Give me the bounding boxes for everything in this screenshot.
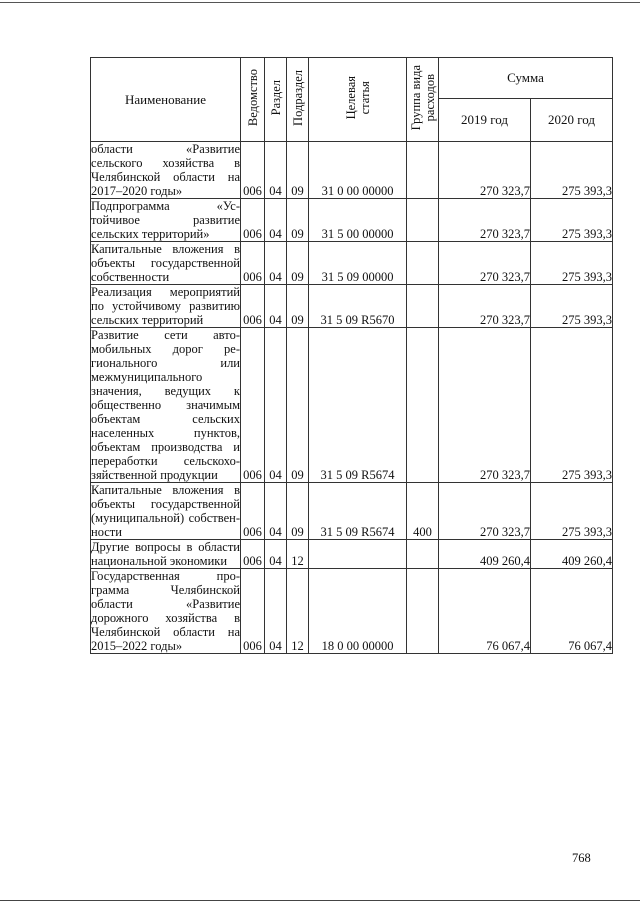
row-name: Капитальные вложения в объекты государственной собственности (91, 242, 240, 284)
row-subsection: 09 (287, 199, 309, 242)
row-subsection: 09 (287, 483, 309, 540)
row-name: области «Развитие сельского хозяйства в Челябинской области на 2017–2020 годы» (91, 142, 240, 198)
row-department: 006 (241, 540, 265, 569)
row-sum-2020: 409 260,4 (531, 540, 613, 569)
header-year-2019: 2019 год (439, 99, 531, 142)
row-sum-2019: 409 260,4 (439, 540, 531, 569)
row-sum-2020: 275 393,3 (531, 483, 613, 540)
row-sum-2020: 275 393,3 (531, 285, 613, 328)
row-sum-2019: 270 323,7 (439, 483, 531, 540)
header-sum: Сумма (439, 58, 613, 99)
page-number: 768 (572, 851, 591, 865)
row-target-article: 18 0 00 00000 (309, 569, 407, 654)
row-target-article (309, 540, 407, 569)
row-section: 04 (265, 328, 287, 483)
page-bottom-edge (0, 900, 640, 901)
row-sum-2020: 275 393,3 (531, 199, 613, 242)
row-section: 04 (265, 285, 287, 328)
row-department: 006 (241, 285, 265, 328)
row-subsection: 09 (287, 242, 309, 285)
row-expense-group (407, 285, 439, 328)
row-expense-group (407, 328, 439, 483)
table-row (91, 242, 613, 285)
table-row (91, 540, 613, 569)
row-subsection: 12 (287, 540, 309, 569)
row-sum-2019: 270 323,7 (439, 242, 531, 285)
table-row (91, 328, 613, 483)
budget-table (90, 57, 613, 654)
row-name: Развитие сети автомобильных дорог регионального или межмуниципального значения, ведущих к общественно значимым объектам сельских населенных пунктов, объектам производства и переработки сельскохозяйственной продукции (91, 328, 240, 482)
row-name: Подпрограмма «Устойчивое развитие сельских территорий» (91, 199, 240, 241)
row-name: Государственная программа Челябинской области «Развитие дорожного хозяйства в Челябинской области на 2015–2022 годы» (91, 569, 240, 653)
header-target-article: Целевая статья (309, 58, 407, 142)
row-sum-2019: 270 323,7 (439, 328, 531, 483)
row-subsection: 12 (287, 569, 309, 654)
row-section: 04 (265, 540, 287, 569)
row-expense-group (407, 199, 439, 242)
row-expense-group (407, 540, 439, 569)
header-name: Наименование (91, 58, 241, 142)
row-name: Реализация мероприятий по устойчивому развитию сельских территорий (91, 285, 240, 327)
row-sum-2020: 275 393,3 (531, 242, 613, 285)
header-expense-group: Группа вида расходов (407, 58, 439, 142)
header-subsection: Подраздел (287, 58, 309, 142)
row-subsection: 09 (287, 285, 309, 328)
row-sum-2020: 76 067,4 (531, 569, 613, 654)
row-target-article: 31 5 09 00000 (309, 242, 407, 285)
row-name: Другие вопросы в области национальной экономики (91, 540, 240, 568)
table-row (91, 569, 613, 654)
table-row (91, 199, 613, 242)
row-sum-2020: 275 393,3 (531, 328, 613, 483)
row-expense-group: 400 (407, 483, 439, 540)
table-row (91, 483, 613, 540)
row-expense-group (407, 142, 439, 199)
row-subsection: 09 (287, 142, 309, 199)
row-section: 04 (265, 483, 287, 540)
row-subsection: 09 (287, 328, 309, 483)
row-department: 006 (241, 569, 265, 654)
row-target-article: 31 5 09 R5670 (309, 285, 407, 328)
row-department: 006 (241, 483, 265, 540)
row-department: 006 (241, 199, 265, 242)
row-expense-group (407, 569, 439, 654)
row-target-article: 31 5 09 R5674 (309, 483, 407, 540)
row-section: 04 (265, 142, 287, 199)
row-sum-2019: 270 323,7 (439, 285, 531, 328)
row-section: 04 (265, 242, 287, 285)
table-row (91, 285, 613, 328)
row-sum-2019: 76 067,4 (439, 569, 531, 654)
page-top-edge (0, 2, 640, 3)
header-department: Ведомство (241, 58, 265, 142)
row-expense-group (407, 242, 439, 285)
row-sum-2019: 270 323,7 (439, 199, 531, 242)
row-sum-2019: 270 323,7 (439, 142, 531, 199)
row-department: 006 (241, 142, 265, 199)
table-row (91, 142, 613, 199)
header-year-2020: 2020 год (531, 99, 613, 142)
row-target-article: 31 5 00 00000 (309, 199, 407, 242)
row-name: Капитальные вложения в объекты государственной (муниципальной) собственности (91, 483, 240, 539)
row-section: 04 (265, 199, 287, 242)
row-sum-2020: 275 393,3 (531, 142, 613, 199)
row-department: 006 (241, 242, 265, 285)
row-section: 04 (265, 569, 287, 654)
row-target-article: 31 0 00 00000 (309, 142, 407, 199)
header-section: Раздел (265, 58, 287, 142)
row-department: 006 (241, 328, 265, 483)
row-target-article: 31 5 09 R5674 (309, 328, 407, 483)
